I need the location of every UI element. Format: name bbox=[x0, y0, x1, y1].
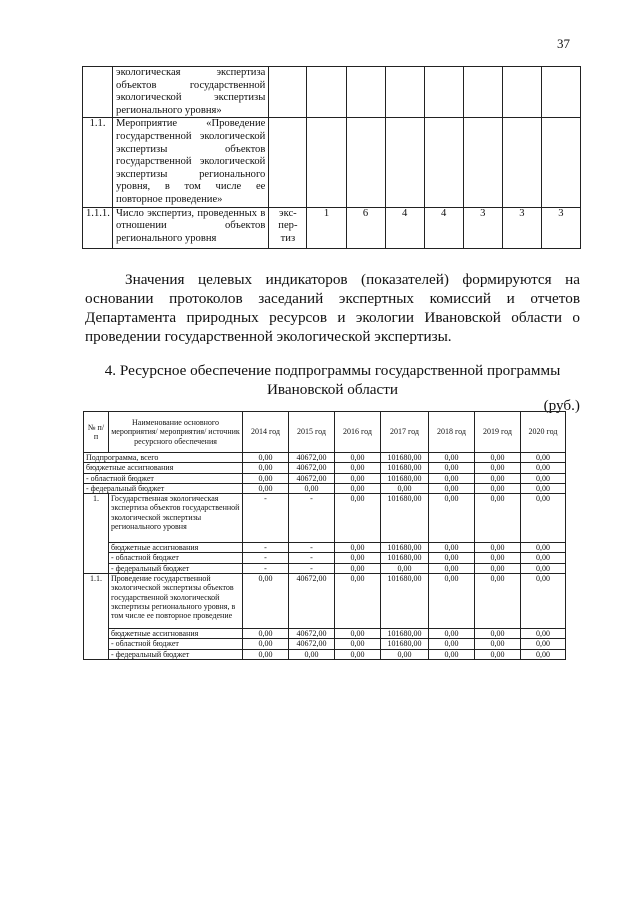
cell-value: 0,00 bbox=[381, 649, 429, 659]
row-value bbox=[385, 67, 424, 118]
cell-value: 101680,00 bbox=[381, 453, 429, 463]
row-value: 1 bbox=[307, 207, 346, 248]
table-row bbox=[84, 483, 566, 493]
header-year: 2020 год bbox=[521, 412, 566, 453]
row-value: 6 bbox=[346, 207, 385, 248]
cell-value: 0,00 bbox=[429, 453, 475, 463]
cell-value: - bbox=[289, 494, 335, 543]
row-value bbox=[307, 118, 346, 207]
row-value bbox=[424, 67, 463, 118]
cell-value: 0,00 bbox=[429, 574, 475, 629]
cell-value: 0,00 bbox=[243, 629, 289, 639]
cell-value: 101680,00 bbox=[381, 543, 429, 553]
currency-units: (руб.) bbox=[543, 397, 580, 414]
table-row bbox=[84, 649, 566, 659]
cell-value: 0,00 bbox=[335, 574, 381, 629]
cell-value: 0,00 bbox=[335, 639, 381, 649]
cell-value: 0,00 bbox=[429, 543, 475, 553]
row-number: 1. bbox=[84, 494, 109, 574]
row-value: 3 bbox=[541, 207, 580, 248]
row-value bbox=[346, 67, 385, 118]
row-label: бюджетные ассигнования bbox=[84, 463, 243, 473]
row-label: Проведение государственной экологической экспертизы объектов государственной экологической экспертизы регионального уровня, в том числе ее повторное проведение bbox=[109, 574, 243, 629]
cell-value: 0,00 bbox=[429, 629, 475, 639]
row-number: 1.1.1. bbox=[83, 207, 113, 248]
cell-value: 0,00 bbox=[521, 574, 566, 629]
table-row bbox=[84, 494, 566, 543]
row-value bbox=[541, 118, 580, 207]
cell-value: 0,00 bbox=[475, 574, 521, 629]
table-row bbox=[84, 574, 566, 629]
cell-value: 0,00 bbox=[335, 473, 381, 483]
cell-value: 0,00 bbox=[429, 473, 475, 483]
cell-value: 40672,00 bbox=[289, 629, 335, 639]
body-paragraph bbox=[85, 270, 580, 346]
cell-value: 101680,00 bbox=[381, 639, 429, 649]
row-number: 1.1. bbox=[83, 118, 113, 207]
cell-value: 0,00 bbox=[475, 639, 521, 649]
cell-value: 0,00 bbox=[335, 543, 381, 553]
header-year: 2018 год bbox=[429, 412, 475, 453]
table-row bbox=[84, 553, 566, 563]
cell-value: 0,00 bbox=[429, 494, 475, 543]
row-value: 3 bbox=[463, 207, 502, 248]
cell-value: 0,00 bbox=[475, 543, 521, 553]
cell-value: 40672,00 bbox=[289, 453, 335, 463]
section-title: 4. Ресурсное обеспечение подпрограммы государственной программы Ивановской области bbox=[104, 362, 561, 398]
cell-value: 101680,00 bbox=[381, 629, 429, 639]
paragraph-text: Значения целевых индикаторов (показателей) формируются на основании протоколов заседаний экспертных комиссий и отчетов Департамента природных ресурсов и экологии Ивановской области о проведении государственной экологической экспертизы. bbox=[85, 271, 580, 345]
row-label: - областной бюджет bbox=[109, 553, 243, 563]
cell-value: 40672,00 bbox=[289, 473, 335, 483]
cell-value: 0,00 bbox=[475, 553, 521, 563]
cell-value: 0,00 bbox=[243, 473, 289, 483]
cell-value: 0,00 bbox=[335, 453, 381, 463]
row-unit bbox=[269, 67, 307, 118]
cell-value: 0,00 bbox=[335, 463, 381, 473]
table-row bbox=[84, 543, 566, 553]
cell-value: 0,00 bbox=[429, 483, 475, 493]
cell-value: 0,00 bbox=[521, 463, 566, 473]
cell-value: 101680,00 bbox=[381, 553, 429, 563]
cell-value: 40672,00 bbox=[289, 574, 335, 629]
cell-value: 0,00 bbox=[475, 453, 521, 463]
cell-value: 0,00 bbox=[243, 483, 289, 493]
cell-value: 0,00 bbox=[475, 494, 521, 543]
row-number: 1.1. bbox=[84, 574, 109, 660]
table-row bbox=[83, 207, 581, 248]
row-value bbox=[502, 67, 541, 118]
header-name: Наименование основного мероприятия/ мероприятия/ источник ресурсного обеспечения bbox=[109, 412, 243, 453]
row-value bbox=[385, 118, 424, 207]
cell-value: 0,00 bbox=[521, 543, 566, 553]
cell-value: 0,00 bbox=[243, 463, 289, 473]
cell-value: - bbox=[243, 494, 289, 543]
cell-value: 0,00 bbox=[521, 629, 566, 639]
row-value: 4 bbox=[424, 207, 463, 248]
table-row bbox=[84, 453, 566, 463]
cell-value: 0,00 bbox=[475, 473, 521, 483]
table-row bbox=[84, 463, 566, 473]
cell-value: 0,00 bbox=[335, 483, 381, 493]
cell-value: 0,00 bbox=[521, 563, 566, 573]
cell-value: 101680,00 bbox=[381, 574, 429, 629]
header-year: 2016 год bbox=[335, 412, 381, 453]
row-value bbox=[307, 67, 346, 118]
row-label: - федеральный бюджет bbox=[84, 483, 243, 493]
cell-value: 0,00 bbox=[475, 563, 521, 573]
cell-value: - bbox=[289, 553, 335, 563]
row-label: - областной бюджет bbox=[109, 639, 243, 649]
resource-table bbox=[83, 411, 566, 660]
row-value bbox=[424, 118, 463, 207]
row-value: 3 bbox=[502, 207, 541, 248]
cell-value: 0,00 bbox=[289, 649, 335, 659]
row-unit bbox=[269, 118, 307, 207]
table-row bbox=[83, 118, 581, 207]
row-value: 4 bbox=[385, 207, 424, 248]
cell-value: 0,00 bbox=[521, 639, 566, 649]
cell-value: 0,00 bbox=[521, 649, 566, 659]
cell-value: 0,00 bbox=[381, 483, 429, 493]
cell-value: 0,00 bbox=[521, 494, 566, 543]
row-label: - федеральный бюджет bbox=[109, 563, 243, 573]
table-row bbox=[84, 473, 566, 483]
cell-value: 0,00 bbox=[429, 553, 475, 563]
cell-value: - bbox=[243, 543, 289, 553]
cell-value: 0,00 bbox=[243, 639, 289, 649]
header-year: 2014 год bbox=[243, 412, 289, 453]
header-year: 2017 год bbox=[381, 412, 429, 453]
cell-value: 101680,00 bbox=[381, 463, 429, 473]
row-value bbox=[346, 118, 385, 207]
cell-value: 0,00 bbox=[521, 483, 566, 493]
cell-value: - bbox=[243, 553, 289, 563]
header-year: 2019 год bbox=[475, 412, 521, 453]
row-label: - областной бюджет bbox=[84, 473, 243, 483]
row-value bbox=[463, 67, 502, 118]
table-row bbox=[84, 629, 566, 639]
cell-value: 0,00 bbox=[521, 473, 566, 483]
cell-value: 0,00 bbox=[475, 483, 521, 493]
row-value bbox=[541, 67, 580, 118]
cell-value: 0,00 bbox=[475, 629, 521, 639]
cell-value: 0,00 bbox=[335, 494, 381, 543]
table-row bbox=[84, 563, 566, 573]
cell-value: 0,00 bbox=[521, 453, 566, 463]
cell-value: 0,00 bbox=[381, 563, 429, 573]
row-text: экологическая экспертиза объектов государственной экологической экспертизы регионального уровня» bbox=[113, 67, 269, 118]
cell-value: 101680,00 bbox=[381, 494, 429, 543]
cell-value: 0,00 bbox=[335, 649, 381, 659]
table-row bbox=[83, 67, 581, 118]
cell-value: 0,00 bbox=[243, 453, 289, 463]
row-text: Число экспертиз, проведенных в отношении объектов регионального уровня bbox=[113, 207, 269, 248]
cell-value: - bbox=[289, 543, 335, 553]
row-number bbox=[83, 67, 113, 118]
cell-value: 0,00 bbox=[521, 553, 566, 563]
row-label: Государственная экологическая экспертиза объектов государственной экологической экспертизы регионального уровня bbox=[109, 494, 243, 543]
cell-value: 0,00 bbox=[243, 574, 289, 629]
row-text: Мероприятие «Проведение государственной экологической экспертизы объектов государственной экологической экспертизы регионального уровня, в том числе ее повторное проведение» bbox=[113, 118, 269, 207]
cell-value: 0,00 bbox=[429, 639, 475, 649]
cell-value: 0,00 bbox=[475, 463, 521, 473]
row-unit: экс-пер-тиз bbox=[269, 207, 307, 248]
cell-value: 0,00 bbox=[475, 649, 521, 659]
row-label: бюджетные ассигнования bbox=[109, 629, 243, 639]
cell-value: 40672,00 bbox=[289, 639, 335, 649]
cell-value: 0,00 bbox=[243, 649, 289, 659]
cell-value: 40672,00 bbox=[289, 463, 335, 473]
table-header-row bbox=[84, 412, 566, 453]
row-value bbox=[463, 118, 502, 207]
cell-value: 0,00 bbox=[429, 463, 475, 473]
row-label: Подпрограмма, всего bbox=[84, 453, 243, 463]
indicators-table bbox=[82, 66, 581, 249]
cell-value: 0,00 bbox=[429, 649, 475, 659]
header-year: 2015 год bbox=[289, 412, 335, 453]
cell-value: 0,00 bbox=[335, 553, 381, 563]
cell-value: 0,00 bbox=[429, 563, 475, 573]
table-row bbox=[84, 639, 566, 649]
header-num: № п/п bbox=[84, 412, 109, 453]
cell-value: - bbox=[243, 563, 289, 573]
cell-value: 101680,00 bbox=[381, 473, 429, 483]
row-label: - федеральный бюджет bbox=[109, 649, 243, 659]
cell-value: 0,00 bbox=[335, 563, 381, 573]
row-value bbox=[502, 118, 541, 207]
page-number: 37 bbox=[557, 36, 570, 51]
cell-value: 0,00 bbox=[289, 483, 335, 493]
row-label: бюджетные ассигнования bbox=[109, 543, 243, 553]
cell-value: - bbox=[289, 563, 335, 573]
cell-value: 0,00 bbox=[335, 629, 381, 639]
